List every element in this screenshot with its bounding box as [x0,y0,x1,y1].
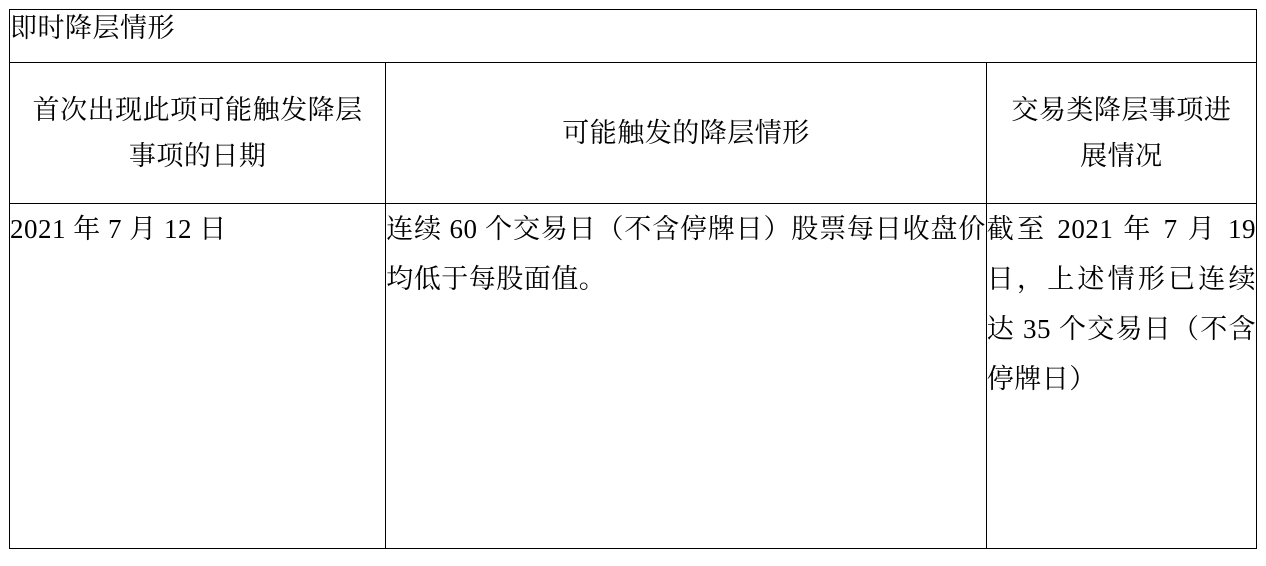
cell-progress: 截至 2021 年 7 月 19 日，上述情形已连续达 35 个交易日（不含停牌日） [986,204,1256,549]
cell-possible-situation: 连续 60 个交易日（不含停牌日）股票每日收盘价均低于每股面值。 [386,204,986,549]
column-header-possible-situation [386,63,986,204]
column-header-progress [986,63,1256,204]
table-title-row [10,10,1257,63]
column-header-first-trigger-date-label: 首次出现此项可能触发降层事项的日期 [32,95,363,171]
table-title: 即时降层情形 [10,10,1257,63]
column-header-progress-label: 交易类降层事项进展情况 [1011,95,1232,171]
column-header-possible-situation-label: 可能触发的降层情形 [562,118,810,148]
cell-first-trigger-date: 2021 年 7 月 12 日 [10,204,386,549]
downgrade-situation-table [9,9,1257,549]
table-row [10,204,1257,549]
column-header-first-trigger-date [10,63,386,204]
table-header-row [10,63,1257,204]
